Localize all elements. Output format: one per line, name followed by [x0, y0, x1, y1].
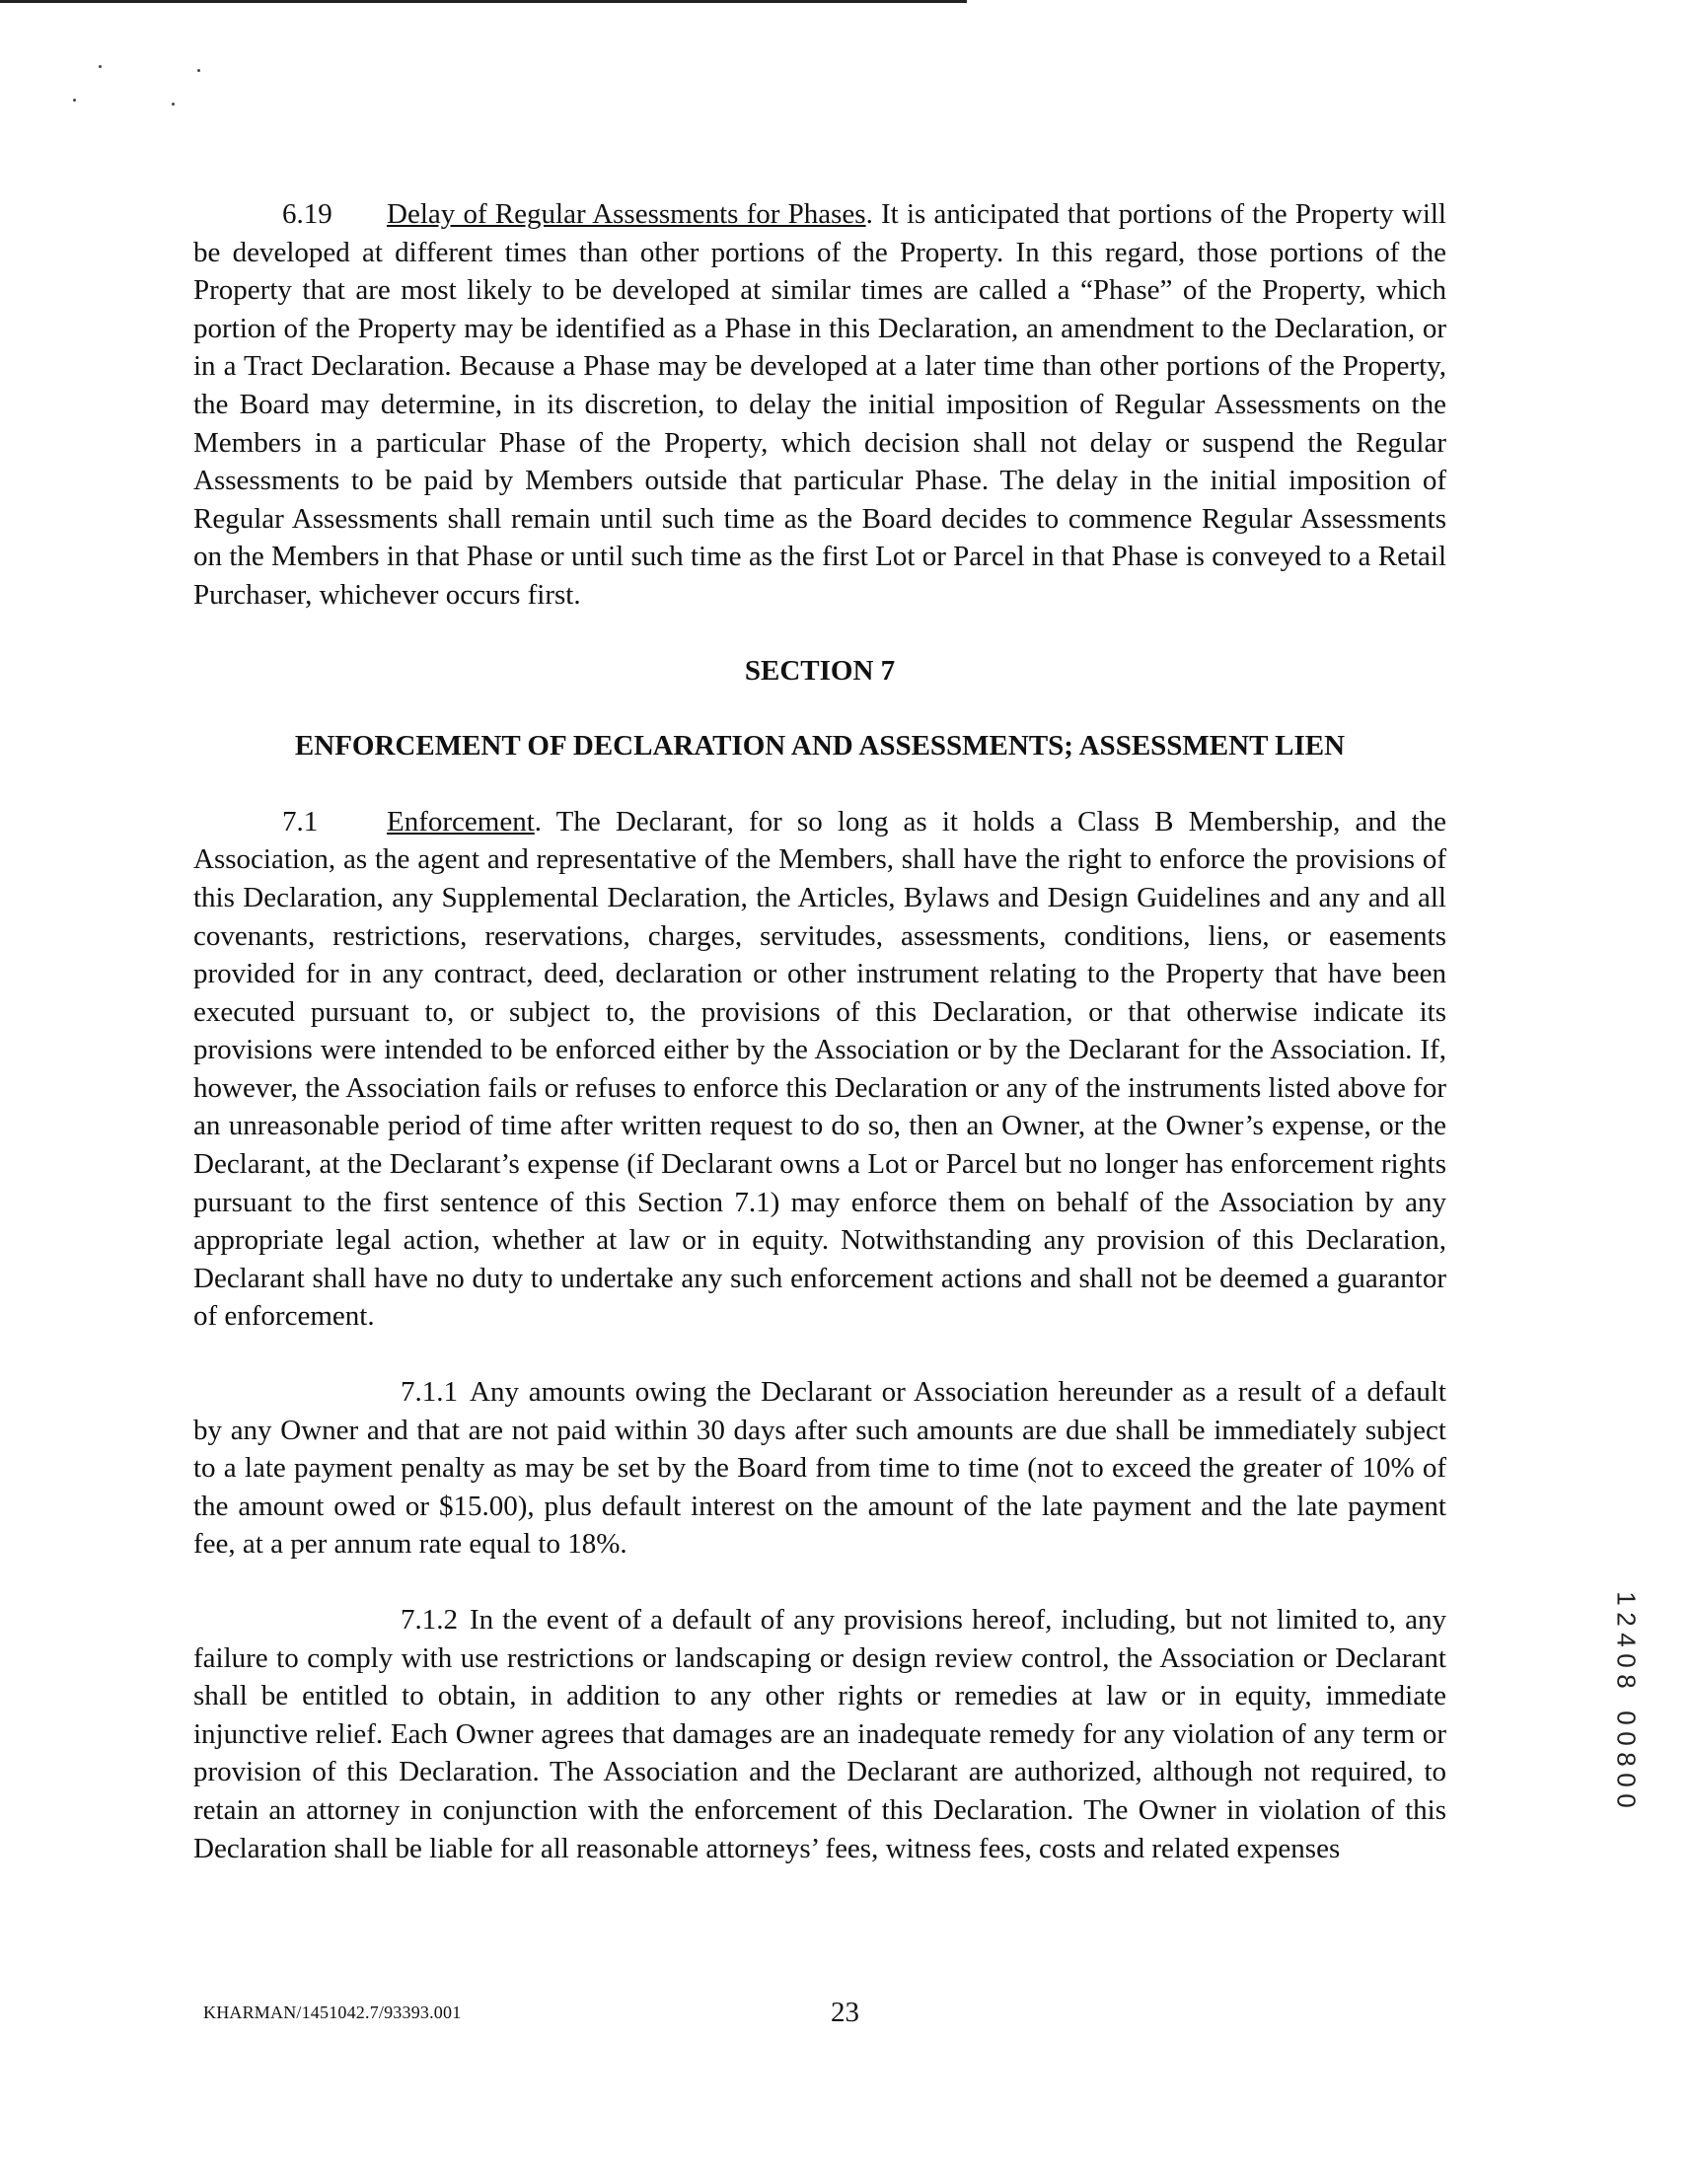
stamp-digit: 0	[1611, 1773, 1642, 1787]
section-number: 6.19	[282, 198, 332, 230]
scan-speck	[73, 99, 76, 102]
scan-speck	[99, 65, 102, 68]
section-number: 7.1.2	[401, 1604, 458, 1636]
stamp-digit: 1	[1611, 1591, 1642, 1606]
stamp-digit: 0	[1611, 1653, 1642, 1668]
section-body: In the event of a default of any provisions hereof, including, but not limited to, any failure to comply with use restrictions or landscaping or design review control, the Association or Declarant shall be entitled to obtain, in addition to any other rights or remedies at law or in equity, immediate injunctive relief. Each Owner agrees that damages are an inadequate remedy for any violation of any term or provision of this Declaration. The Association and the Declarant are authorized, although not required, to retain an attorney in conjunction with the enforcement of this Declaration. The Owner in violation of this Declaration shall be liable for all reasonable attorneys’ fees, witness fees, costs and related expenses	[193, 1604, 1446, 1864]
scan-speck	[197, 69, 200, 72]
stamp-digit: 8	[1611, 1752, 1642, 1767]
scan-speck	[172, 103, 175, 106]
section-6-19-paragraph	[193, 195, 1446, 615]
section-body: . The Declarant, for so long as it holds a Class B Membership, and the Association, as the agent and representative of the Members, shall have the right to enforce the provisions of this Declaration, any Supplemental Declaration, the Articles, Bylaws and Design Guidelines and any and all covenants, restrictions, reservations, charges, servitudes, assessments, conditions, liens, or easements provided for in any contract, deed, declaration or other instrument relating to the Property that have been executed pursuant to, or subject to, the provisions of this Declaration, or that otherwise indicate its provisions were intended to be enforced either by the Association or by the Declarant for the Association. If, however, the Association fails or refuses to enforce this Declaration or any of the instruments listed above for an unreasonable period of time after written request to do so, then an Owner, at the Owner’s expense, or the Declarant, at the Declarant’s expense (if Declarant owns a Lot or Parcel but no longer has enforcement rights pursuant to the first sentence of this Section 7.1) may enforce them on behalf of the Association by any appropriate legal action, whether at law or in equity. Notwithstanding any provision of this Declaration, Declarant shall have no duty to undertake any such enforcement actions and shall not be deemed a guarantor of enforcement.	[193, 805, 1446, 1333]
section-7-1-2-paragraph	[193, 1601, 1446, 1867]
recording-stamp	[1606, 1588, 1646, 1811]
stamp-digit: 2	[1611, 1612, 1642, 1627]
stamp-digit: 0	[1611, 1711, 1642, 1725]
section-number: 7.1.1	[401, 1376, 458, 1409]
section-title: Enforcement	[387, 805, 535, 837]
section-heading: SECTION 7	[744, 654, 896, 687]
section-body: . It is anticipated that portions of the Property will be developed at different times than other portions of the Property. In this regard, those portions of the Property that are most likely to be developed at similar times are called a “Phase” of the Property, which portion of the Property may be identified as a Phase in this Declaration, an amendment to the Declaration, or in a Tract Declaration. Because a Phase may be developed at a later time than other portions of the Property, the Board may determine, in its discretion, to delay the initial imposition of Regular Assessments on the Members in a particular Phase of the Property, which decision shall not delay or suspend the Regular Assessments to be paid by Members outside that particular Phase. The delay in the initial imposition of Regular Assessments shall remain until such time as the Board decides to commence Regular Assessments on the Members in that Phase or until such time as the first Lot or Parcel in that Phase is conveyed to a Retail Purchaser, whichever occurs first.	[193, 198, 1446, 611]
section-title: Delay of Regular Assessments for Phases	[387, 198, 866, 230]
document-page	[193, 195, 1446, 1867]
footer-document-id: KHARMAN/1451042.7/93393.001	[203, 2002, 462, 2022]
stamp-digit: 0	[1611, 1731, 1642, 1746]
section-7-1-1-paragraph	[193, 1373, 1446, 1564]
scan-top-rule	[0, 0, 967, 3]
section-body: Any amounts owing the Declarant or Association hereunder as a result of a default by any Owner and that are not paid within 30 days after such amounts are due shall be immediately subject to a late payment penalty as may be set by the Board from time to time (not to exceed the greater of 10% of the amount owed or $15.00), plus default interest on the amount of the late payment and the late payment fee, at a per annum rate equal to 18%.	[193, 1376, 1446, 1561]
section-7-1-paragraph	[193, 803, 1446, 1336]
section-title-heading: ENFORCEMENT OF DECLARATION AND ASSESSMENTS; ASSESSMENT LIEN	[294, 730, 1346, 763]
stamp-digit: 0	[1611, 1793, 1642, 1808]
footer-page-number: 23	[831, 1997, 859, 2028]
stamp-digit: 8	[1611, 1674, 1642, 1689]
section-number: 7.1	[282, 805, 319, 837]
stamp-digit: 4	[1611, 1633, 1642, 1647]
